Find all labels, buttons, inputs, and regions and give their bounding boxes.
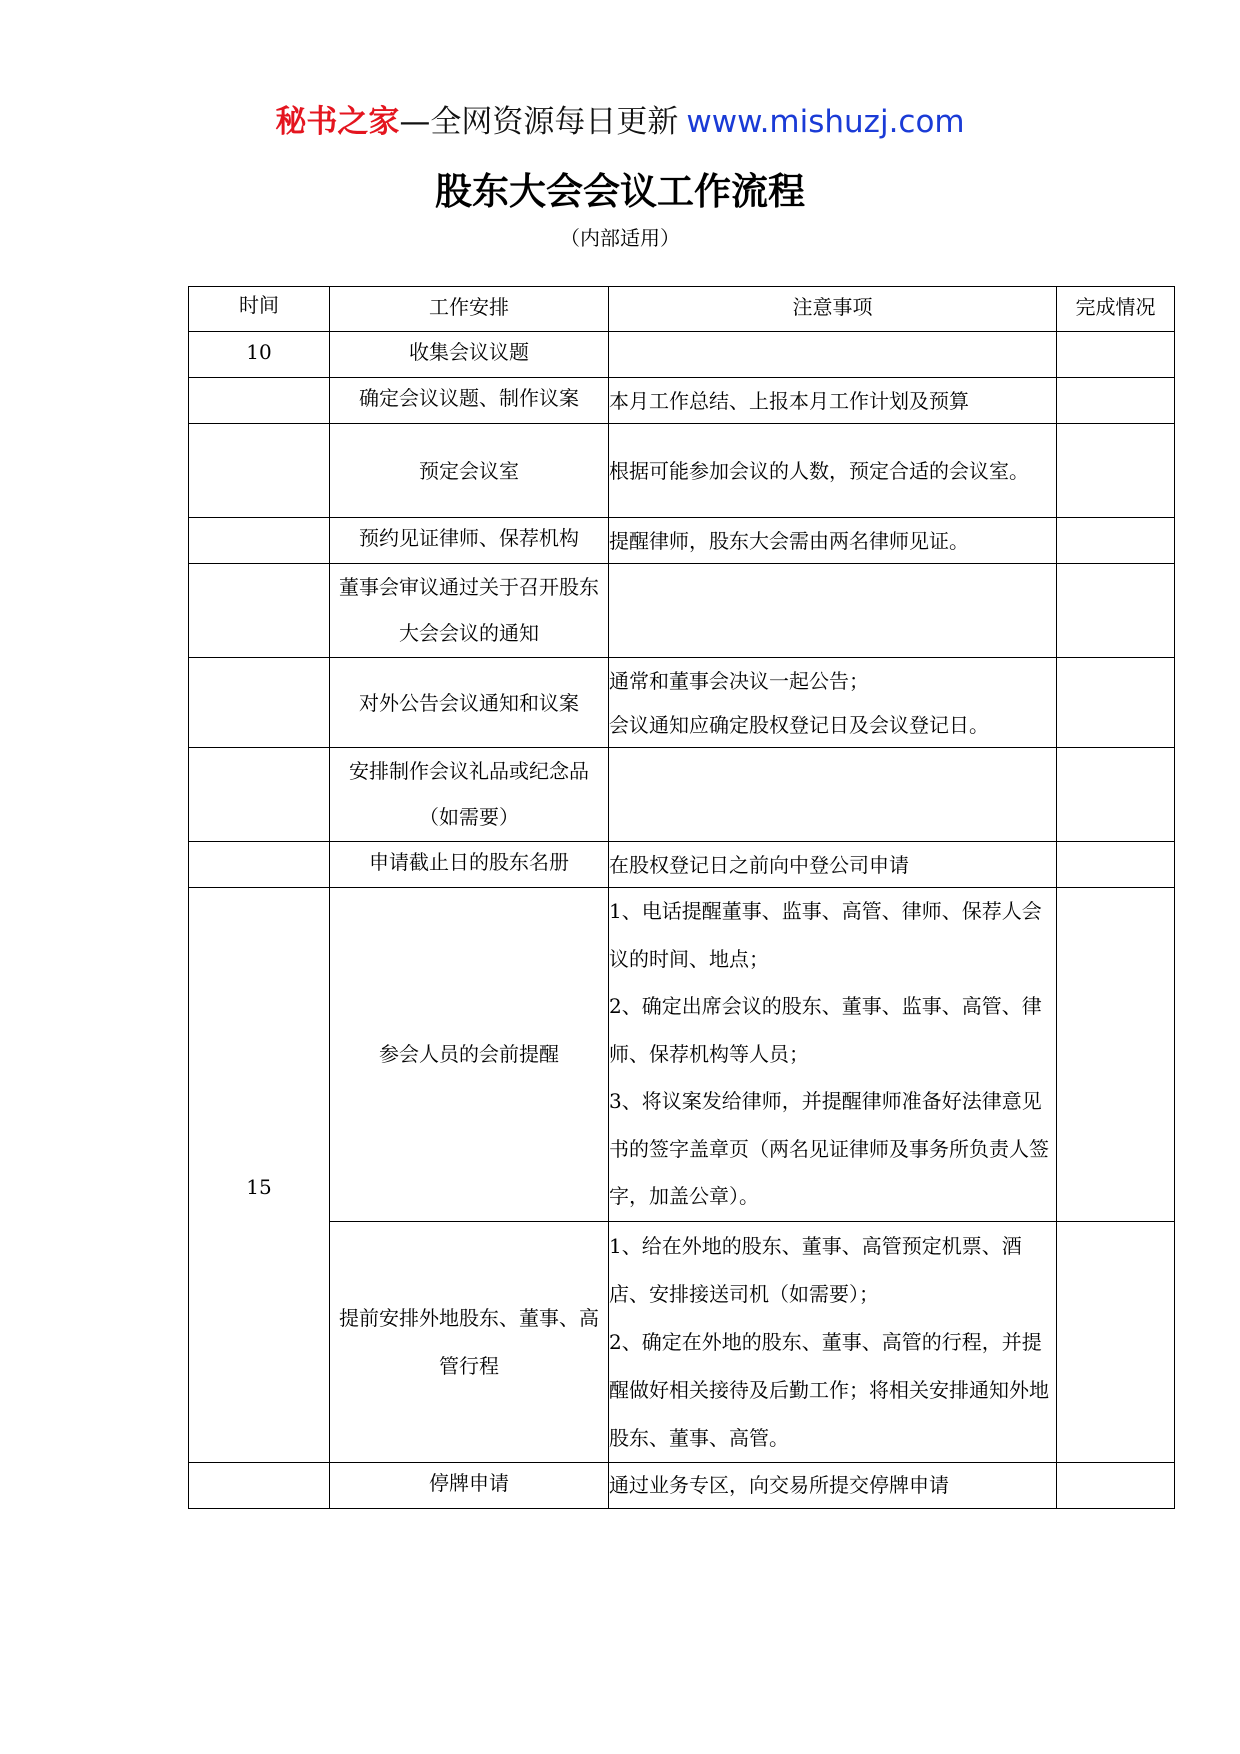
- status-cell[interactable]: [1057, 332, 1175, 378]
- page-subtitle: （内部适用）: [560, 226, 680, 250]
- table-row: [189, 424, 1175, 518]
- note-line: 提醒律师，股东大会需由两名律师见证。: [609, 528, 969, 553]
- task-cell: 对外公告会议通知和议案: [330, 658, 609, 748]
- table-header-row: [189, 287, 1175, 332]
- note-line: 3、将议案发给律师，并提醒律师准备好法律意见书的签字盖章页（两名见证律师及事务所负责人签字，加盖公章）。: [609, 1089, 1049, 1208]
- status-cell[interactable]: [1057, 518, 1175, 564]
- note-line: 在股权登记日之前向中登公司申请: [609, 852, 909, 877]
- workflow-table: [188, 286, 1175, 1509]
- header-status: 完成情况: [1057, 287, 1175, 332]
- table-row: [189, 378, 1175, 424]
- table-row: [189, 658, 1175, 748]
- time-cell: [189, 748, 330, 842]
- site-url[interactable]: www.mishuzj.com: [686, 104, 965, 140]
- note-line: 根据可能参加会议的人数，预定合适的会议室。: [609, 458, 1029, 483]
- table-row: [189, 332, 1175, 378]
- notes-cell: [609, 378, 1057, 424]
- notes-cell: [609, 842, 1057, 888]
- table-row: [189, 1462, 1175, 1508]
- time-cell: [189, 842, 330, 888]
- notes-cell: [609, 424, 1057, 518]
- note-line: 2、确定在外地的股东、董事、高管的行程，并提醒做好相关接待及后勤工作；将相关安排通知外地股东、董事、高管。: [609, 1329, 1049, 1450]
- task-cell: 预定会议室: [330, 424, 609, 518]
- task-cell: 申请截止日的股东名册: [330, 842, 609, 888]
- table-row: [189, 564, 1175, 658]
- notes-cell: [609, 518, 1057, 564]
- header-notes: 注意事项: [609, 287, 1057, 332]
- time-cell: [189, 518, 330, 564]
- notes-cell: [609, 564, 1057, 658]
- task-cell: 参会人员的会前提醒: [330, 888, 609, 1222]
- note-line: 会议通知应确定股权登记日及会议登记日。: [609, 712, 989, 737]
- task-cell: 收集会议议题: [330, 332, 609, 378]
- notes-cell: [609, 332, 1057, 378]
- time-cell: 15: [189, 888, 330, 1463]
- notes-cell: [609, 888, 1057, 1222]
- notes-cell: [609, 748, 1057, 842]
- status-cell[interactable]: [1057, 748, 1175, 842]
- brand-name: 秘书之家: [275, 104, 400, 140]
- notes-cell: [609, 1462, 1057, 1508]
- time-cell: [189, 1462, 330, 1508]
- time-cell: [189, 378, 330, 424]
- time-cell: [189, 424, 330, 518]
- time-cell: 10: [189, 332, 330, 378]
- site-banner: [0, 100, 1240, 144]
- time-cell: [189, 658, 330, 748]
- task-cell: 董事会审议通过关于召开股东大会会议的通知: [330, 564, 609, 658]
- time-cell: [189, 564, 330, 658]
- note-line: 1、给在外地的股东、董事、高管预定机票、酒店、安排接送司机（如需要）；: [609, 1233, 1022, 1306]
- note-line: 通过业务专区，向交易所提交停牌申请: [609, 1473, 949, 1497]
- table-row: [189, 1221, 1175, 1462]
- note-line: 2、确定出席会议的股东、董事、监事、高管、律师、保荐机构等人员；: [609, 994, 1042, 1066]
- task-cell: 提前安排外地股东、董事、高管行程: [330, 1221, 609, 1462]
- banner-slogan: —全网资源每日更新: [399, 104, 679, 140]
- table-row: [189, 888, 1175, 1222]
- task-cell: 确定会议议题、制作议案: [330, 378, 609, 424]
- status-cell[interactable]: [1057, 424, 1175, 518]
- note-line: 通常和董事会决议一起公告；: [609, 668, 869, 693]
- status-cell[interactable]: [1057, 1221, 1175, 1462]
- notes-cell: [609, 1221, 1057, 1462]
- status-cell[interactable]: [1057, 658, 1175, 748]
- table-row: [189, 748, 1175, 842]
- task-cell: 安排制作会议礼品或纪念品（如需要）: [330, 748, 609, 842]
- page-title: 股东大会会议工作流程: [435, 170, 805, 213]
- task-cell: 预约见证律师、保荐机构: [330, 518, 609, 564]
- table-row: [189, 842, 1175, 888]
- status-cell[interactable]: [1057, 564, 1175, 658]
- table-row: [189, 518, 1175, 564]
- note-line: 1、电话提醒董事、监事、高管、律师、保荐人会议的时间、地点；: [609, 899, 1042, 971]
- header-time: 时间: [189, 287, 330, 332]
- status-cell[interactable]: [1057, 888, 1175, 1222]
- status-cell[interactable]: [1057, 842, 1175, 888]
- note-line: 本月工作总结、上报本月工作计划及预算: [609, 388, 969, 413]
- header-task: 工作安排: [330, 287, 609, 332]
- task-cell: 停牌申请: [330, 1462, 609, 1508]
- status-cell[interactable]: [1057, 1462, 1175, 1508]
- status-cell[interactable]: [1057, 378, 1175, 424]
- notes-cell: [609, 658, 1057, 748]
